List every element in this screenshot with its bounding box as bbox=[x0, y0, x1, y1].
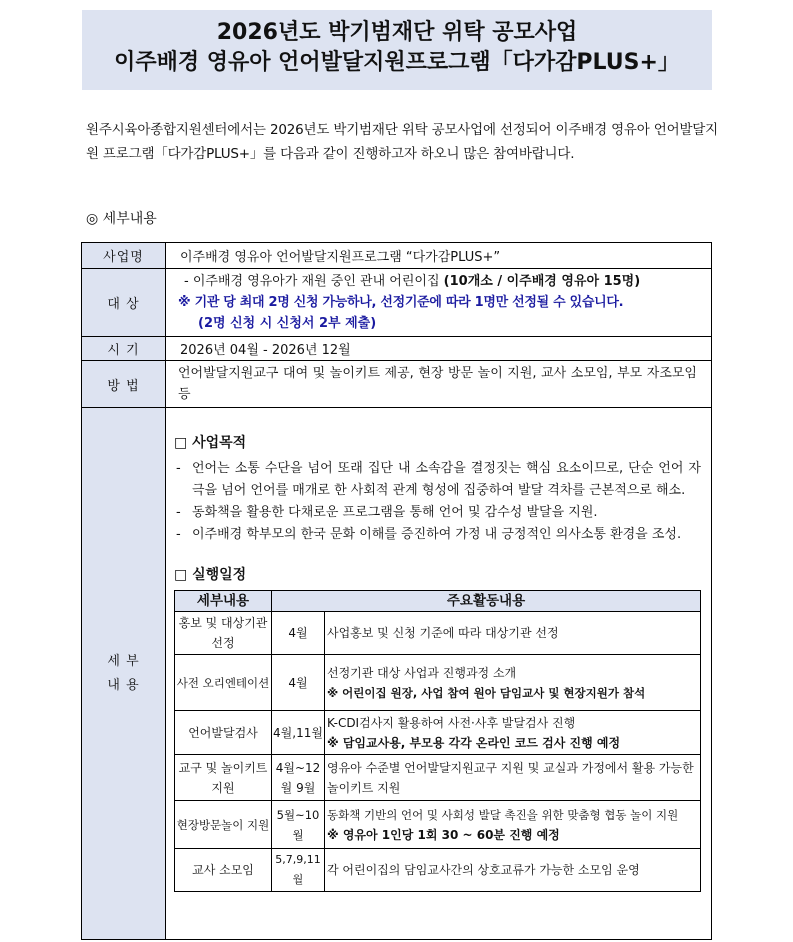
section-heading: ◎ 세부내용 bbox=[86, 211, 157, 227]
schedule-item: 현장방문놀이 지원 bbox=[175, 801, 272, 849]
schedule-heading: □ 실행일정 bbox=[174, 567, 247, 583]
row-method bbox=[82, 361, 712, 408]
schedule-item: 언어발달검사 bbox=[175, 711, 272, 755]
schedule-month: 4월 bbox=[272, 655, 325, 711]
title-line-1: 2026년도 박기범재단 위탁 공모사업 bbox=[216, 20, 578, 45]
schedule-item: 교구 및 놀이키트 지원 bbox=[175, 755, 272, 801]
schedule-desc: 영유아 수준별 언어발달지원교구 지원 및 교실과 가정에서 활용 가능한 놀이키트 지원 bbox=[325, 755, 701, 801]
title-banner bbox=[82, 10, 712, 90]
schedule-desc: 선정기관 대상 사업과 진행과정 소개 bbox=[327, 665, 517, 680]
purpose-heading: □ 사업목적 bbox=[174, 435, 247, 451]
schedule-row bbox=[175, 655, 701, 711]
value-target bbox=[166, 269, 712, 337]
schedule-note: ※ 어린이집 원장, 사업 참여 원아 담임교사 및 현장지원가 참석 bbox=[327, 685, 646, 700]
row-target bbox=[82, 269, 712, 337]
value-project: 이주배경 영유아 언어발달지원프로그램 “다가감PLUS+” bbox=[166, 243, 712, 269]
purpose-item: - 동화책을 활용한 다채로운 프로그램을 통해 언어 및 감수성 발달을 지원. bbox=[176, 505, 598, 520]
schedule-note: ※ 영유아 1인당 1회 30 ~ 60분 진행 예정 bbox=[327, 827, 560, 842]
label-target: 대 상 bbox=[82, 269, 166, 337]
schedule-desc: 사업홍보 및 신청 기준에 따라 대상기관 선정 bbox=[325, 612, 701, 655]
target-line3: (2명 신청 시 신청서 2부 제출) bbox=[198, 316, 377, 331]
schedule-month: 4월~12월 9월 bbox=[272, 755, 325, 801]
schedule-desc-cell bbox=[325, 711, 701, 755]
schedule-row bbox=[175, 711, 701, 755]
schedule-item: 사전 오리엔테이션 bbox=[175, 655, 272, 711]
label-detail-a: 세 부 bbox=[107, 653, 140, 669]
label-period: 시 기 bbox=[82, 337, 166, 361]
schedule-row bbox=[175, 755, 701, 801]
schedule-header-activity: 주요활동내용 bbox=[272, 591, 701, 612]
value-method: 언어발달지원교구 대여 및 놀이키트 제공, 현장 방문 놀이 지원, 교사 소모임, 부모 자조모임 등 bbox=[166, 361, 712, 408]
schedule-header-row bbox=[175, 591, 701, 612]
schedule-note: ※ 담임교사용, 부모용 각각 온라인 코드 검사 진행 예정 bbox=[327, 735, 621, 750]
schedule-month: 5,7,9,11월 bbox=[272, 849, 325, 892]
schedule-row bbox=[175, 801, 701, 849]
value-period: 2026년 04월 - 2026년 12월 bbox=[166, 337, 712, 361]
target-line1-bold: (10개소 / 이주배경 영유아 15명) bbox=[443, 274, 641, 289]
schedule-desc-cell bbox=[325, 655, 701, 711]
title-line-2: 이주배경 영유아 언어발달지원프로그램「다가감PLUS+」 bbox=[114, 50, 680, 75]
value-detail bbox=[166, 408, 712, 940]
schedule-month: 4월 bbox=[272, 612, 325, 655]
label-detail bbox=[82, 408, 166, 940]
schedule-row bbox=[175, 849, 701, 892]
schedule-month: 4월,11월 bbox=[272, 711, 325, 755]
label-project: 사업명 bbox=[82, 243, 166, 269]
purpose-item: - 언어는 소통 수단을 넘어 또래 집단 내 소속감을 결정짓는 핵심 요소이므로, 단순 언어 자극을 넘어 언어를 매개로 한 사회적 관계 형성에 집중하여 발달 격차를 근본적으로 해소. bbox=[176, 461, 701, 498]
detail-table bbox=[81, 242, 712, 940]
target-line2: ※ 기관 당 최대 2명 신청 가능하나, 선정기준에 따라 1명만 선정될 수 있습니다. bbox=[178, 295, 624, 310]
row-project bbox=[82, 243, 712, 269]
row-period bbox=[82, 337, 712, 361]
intro-paragraph: 원주시육아종합지원센터에서는 2026년도 박기범재단 위탁 공모사업에 선정되어 이주배경 영유아 언어발달지원 프로그램「다가감PLUS+」를 다음과 같이 진행하고자 하오니 많은 참여바랍니다. bbox=[86, 122, 718, 162]
purpose-list bbox=[174, 458, 701, 546]
schedule-desc: K-CDI검사지 활용하여 사전·사후 발달검사 진행 bbox=[327, 715, 576, 730]
row-detail bbox=[82, 408, 712, 940]
schedule-item: 홍보 및 대상기관 선정 bbox=[175, 612, 272, 655]
schedule-row bbox=[175, 612, 701, 655]
schedule-item: 교사 소모임 bbox=[175, 849, 272, 892]
purpose-item: - 이주배경 학부모의 한국 문화 이해를 증진하여 가정 내 긍정적인 의사소통 환경을 조성. bbox=[176, 527, 682, 542]
schedule-desc: 각 어린이집의 담임교사간의 상호교류가 가능한 소모임 운영 bbox=[325, 849, 701, 892]
schedule-desc-cell bbox=[325, 801, 701, 849]
schedule-table bbox=[174, 590, 701, 892]
target-line1-prefix: - 이주배경 영유아가 재원 중인 관내 어린이집 bbox=[184, 274, 444, 289]
schedule-month: 5월~10월 bbox=[272, 801, 325, 849]
schedule-header-item: 세부내용 bbox=[175, 591, 272, 612]
label-method: 방 법 bbox=[82, 361, 166, 408]
label-detail-b: 내 용 bbox=[107, 677, 140, 693]
schedule-desc: 동화책 기반의 언어 및 사회성 발달 촉진을 위한 맞춤형 협동 놀이 지원 bbox=[327, 807, 679, 822]
